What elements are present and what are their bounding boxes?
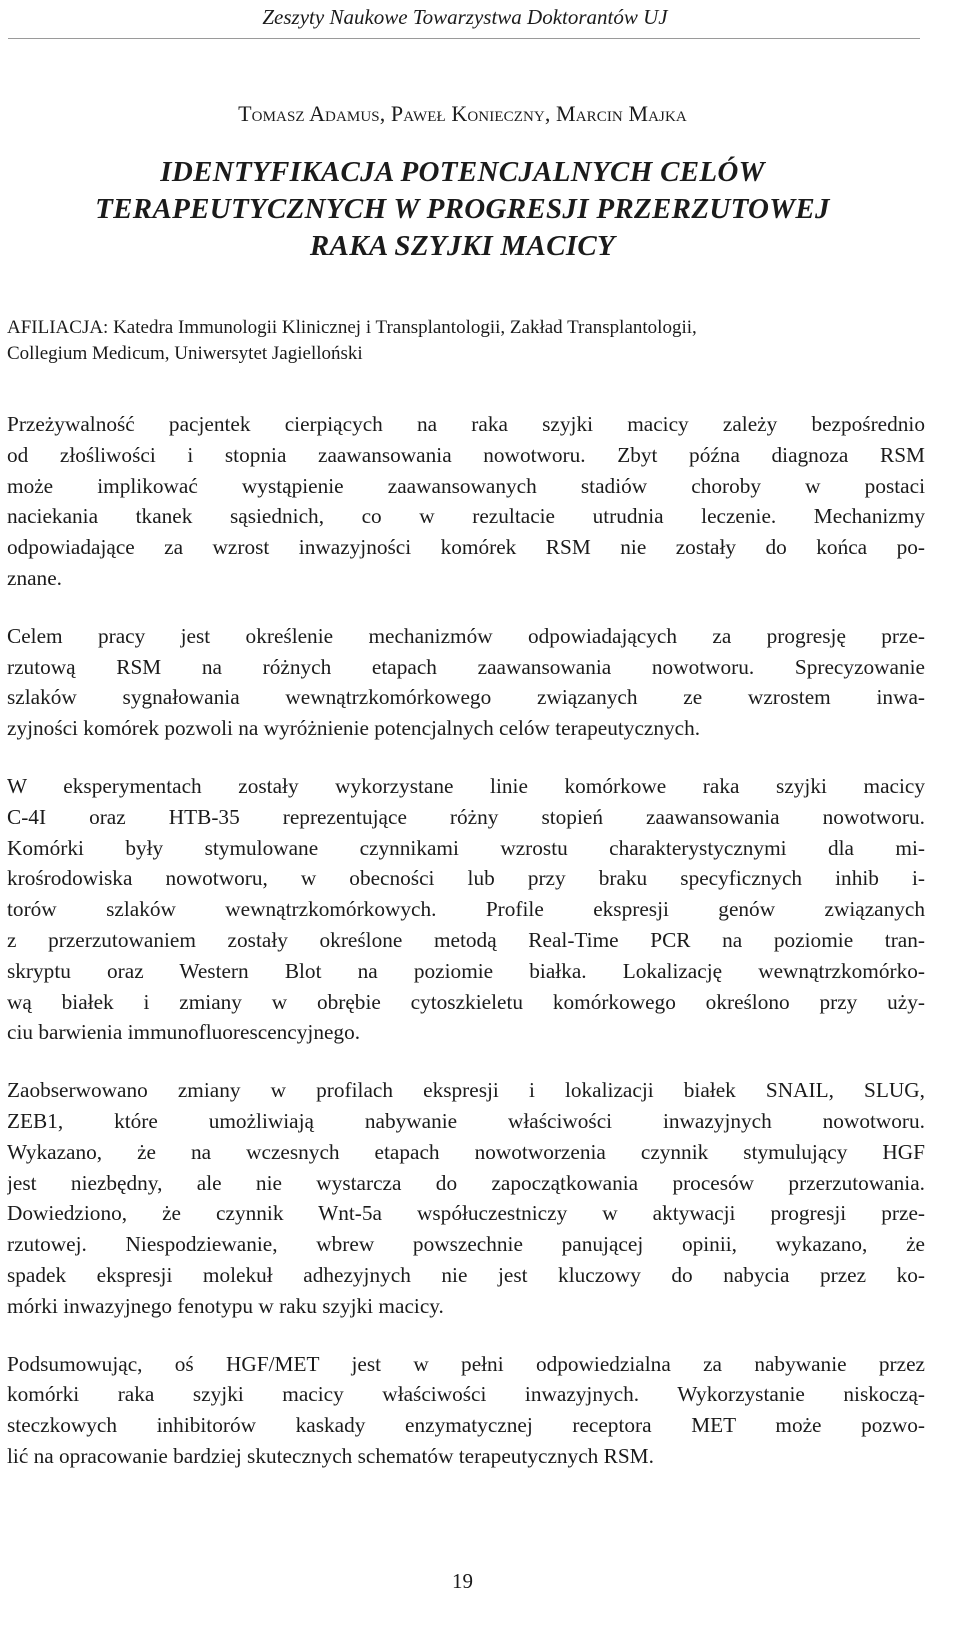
paragraph-line: Celem pracy jest określenie mechanizmów odpowiadających za progresję prze- (7, 623, 925, 648)
affiliation-line: AFILIACJA: Katedra Immunologii Klinicznej i Transplantologii, Zakład Transplantologii, (7, 317, 697, 338)
paragraph-line: skryptu oraz Western Blot na poziomie białka. Lokalizację wewnątrzkomórko- (7, 958, 925, 983)
article-title-line: TERAPEUTYCZNYCH W PROGRESJI PRZERZUTOWEJ (95, 193, 830, 225)
paragraph-line: ciu barwienia immunofluorescencyjnego. (7, 1020, 361, 1045)
paragraph-line: spadek ekspresji molekuł adhezyjnych nie jest kluczowy do nabycia przez ko- (7, 1262, 925, 1287)
paragraph-line: znane. (7, 565, 62, 590)
paragraph-line: W eksperymentach zostały wykorzystane linie komórkowe raka szyjki macicy (7, 773, 925, 798)
body-paragraph (7, 1349, 925, 1472)
paragraph-line: szlaków sygnałowania wewnątrzkomórkowego związanych ze wzrostem inwa- (7, 685, 925, 710)
paragraph-line: mórki inwazyjnego fenotypu w raku szyjki macicy. (7, 1293, 444, 1318)
paragraph-line: Wykazano, że na wczesnych etapach nowotworzenia czynnik stymulujący HGF (7, 1139, 925, 1164)
paragraph-line: wą białek i zmiany w obrębie cytoszkieletu komórkowego określono przy uży- (7, 989, 925, 1014)
paragraph-line: zyjności komórek pozwoli na wyróżnienie potencjalnych celów terapeutycznych. (7, 716, 701, 741)
paragraph-line: z przerzutowaniem zostały określone metodą Real-Time PCR na poziomie tran- (7, 927, 925, 952)
body-paragraph (7, 771, 925, 1048)
paragraph-line: komórki raka szyjki macicy właściwości inwazyjnych. Wykorzystanie niskoczą- (7, 1382, 925, 1407)
article-authors: Tomasz Adamus, Paweł Konieczny, Marcin Majka (238, 101, 687, 126)
affiliation-line: Collegium Medicum, Uniwersytet Jagielloński (7, 343, 363, 364)
paragraph-line: Komórki były stymulowane czynnikami wzrostu charakterystycznymi dla mi- (7, 835, 925, 860)
article-title (0, 154, 925, 265)
paragraph-line: rzutową RSM na różnych etapach zaawansowania nowotworu. Sprecyzowanie (7, 654, 925, 679)
running-header: Zeszyty Naukowe Towarzystwa Doktorantów UJ (262, 5, 668, 29)
paragraph-line: ZEB1, które umożliwiają nabywanie właściwości inwazyjnych nowotworu. (7, 1108, 925, 1133)
paragraph-line: lić na opracowanie bardziej skutecznych schematów terapeutycznych RSM. (7, 1443, 654, 1468)
page-number: 19 (452, 1569, 473, 1593)
article-title-line: RAKA SZYJKI MACICY (309, 230, 616, 262)
paragraph-line: Zaobserwowano zmiany w profilach ekspresji i lokalizacji białek SNAIL, SLUG, (7, 1078, 925, 1103)
abstract-body (7, 409, 925, 1499)
paragraph-line: rzutowej. Niespodziewanie, wbrew powszechnie panującej opinii, wykazano, że (7, 1232, 925, 1257)
article-affiliation (7, 315, 922, 367)
paragraph-line: krośrodowiska nowotworu, w obecności lub przy braku specyficznych inhib i- (7, 866, 925, 891)
paragraph-line: steczkowych inhibitorów kaskady enzymatycznej receptora MET może pozwo- (7, 1413, 925, 1438)
paragraph-line: odpowiadające za wzrost inwazyjności komórek RSM nie zostały do końca po- (7, 535, 925, 560)
body-paragraph (7, 621, 925, 744)
paragraph-line: Przeżywalność pacjentek cierpiących na raka szyjki macicy zależy bezpośrednio (7, 412, 925, 436)
paragraph-line: torów szlaków wewnątrzkomórkowych. Profile ekspresji genów związanych (7, 897, 925, 922)
paragraph-line: Dowiedziono, że czynnik Wnt-5a współuczestniczy w aktywacji progresji prze- (7, 1201, 925, 1226)
paragraph-line: C-4I oraz HTB-35 reprezentujące różny stopień zaawansowania nowotworu. (7, 804, 925, 829)
header-divider (8, 38, 920, 39)
paragraph-line: od złośliwości i stopnia zaawansowania nowotworu. Zbyt późna diagnoza RSM (7, 442, 925, 467)
body-paragraph (7, 1075, 925, 1321)
paragraph-line: może implikować wystąpienie zaawansowanych stadiów choroby w postaci (7, 473, 925, 498)
body-paragraph (7, 409, 925, 594)
article-title-line: IDENTYFIKACJA POTENCJALNYCH CELÓW (160, 156, 765, 188)
paragraph-line: Podsumowując, oś HGF/MET jest w pełni odpowiedzialna za nabywanie przez (7, 1351, 925, 1376)
paragraph-line: naciekania tkanek sąsiednich, co w rezultacie utrudnia leczenie. Mechanizmy (7, 504, 925, 529)
paragraph-line: jest niezbędny, ale nie wystarcza do zapoczątkowania procesów przerzutowania. (7, 1170, 925, 1195)
